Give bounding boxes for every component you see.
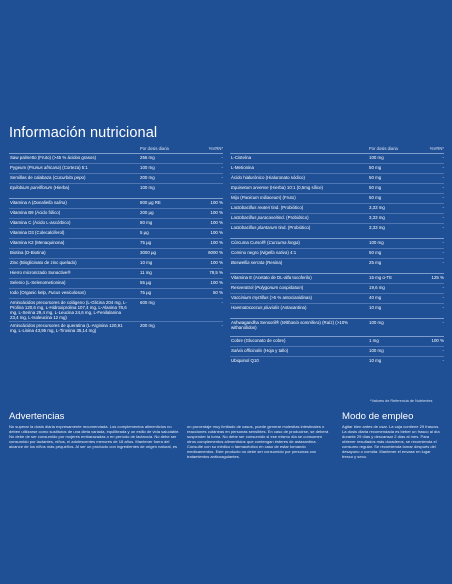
- ingredient-quantity: 10 mg: [140, 259, 153, 265]
- table-row: [230, 164, 444, 174]
- ingredient-name: Aminoácidos precursores de colágeno (L-Glicina 204 mg, L-Prolina 120,6 mg, L-Hidroxiprolina 107,4 mg, L-Alanina 78,6 mg, L-Serina 29,4 mg, L-Leucina 24,6 mg, L-Fenilalanina 23,4 mg, L-Isoleucina 12 mg): [10, 299, 127, 321]
- ingredient-vrn: -: [442, 224, 444, 230]
- ingredient-name: Comino negro (Nigella sativa) 4:1: [231, 249, 297, 255]
- ingredient-name: Ubiquinol Q10: [231, 357, 259, 363]
- ingredient-vrn: 100 %: [431, 337, 444, 343]
- ingredient-quantity: 100 mg: [369, 155, 384, 160]
- table-row: [230, 184, 444, 194]
- ingredient-quantity: 600 mg: [140, 299, 155, 305]
- ingredient-quantity: 50 mg: [369, 249, 382, 255]
- table-row: [230, 224, 444, 233]
- table-row: [230, 357, 444, 366]
- table-row: [9, 279, 223, 289]
- ingredient-quantity: 40 mg: [369, 294, 382, 300]
- ingredient-name: Lactobacillus plantarum tind. (Probiótico): [231, 224, 311, 230]
- ingredient-quantity: 200 mg: [140, 174, 155, 180]
- ingredient-name: Iodo (Organic kelp, Fucus vesiculosus): [10, 289, 86, 295]
- ingredient-name: Selenio (L-Selenometionina): [10, 279, 66, 285]
- ingredient-quantity: 3,33 mg: [369, 214, 385, 220]
- table-group: [9, 198, 223, 334]
- ingredient-quantity: 1 mg: [369, 337, 379, 343]
- ingredient-quantity: 50 mg: [369, 164, 382, 170]
- ingredient-vrn: 100 %: [210, 219, 223, 225]
- ingredient-vrn: -: [442, 259, 444, 265]
- table-row: [9, 229, 223, 239]
- table-header: [230, 145, 444, 153]
- warnings-title: Advertencias: [9, 411, 65, 422]
- table-row: [9, 199, 223, 209]
- table-row: [9, 174, 223, 184]
- ingredient-quantity: 200 µg: [140, 209, 154, 215]
- ingredient-vrn: -: [221, 323, 223, 329]
- table-group: [9, 153, 223, 193]
- ingredient-quantity: 100 mg: [369, 319, 384, 325]
- ingredient-quantity: 11 mg: [140, 269, 152, 275]
- table-row: [9, 164, 223, 174]
- ingredient-vrn: -: [221, 155, 223, 160]
- ingredient-name: Vitamina E (Acetato de DL-alfa tocoferilo): [231, 274, 312, 280]
- ingredient-vrn: -: [442, 347, 444, 353]
- table-row: [9, 209, 223, 219]
- ingredient-quantity: 200 mg: [140, 323, 155, 329]
- ingredient-name: Biotina (D-Biotina): [10, 249, 46, 255]
- ingredient-vrn: 78,5 %: [209, 269, 223, 275]
- vrn-footnote: *Valores de Referencia de Nutrientes: [370, 399, 433, 403]
- table-row: [230, 154, 444, 164]
- table-row: [230, 174, 444, 184]
- ingredient-name: Epilobium parviflorum (Hierba): [10, 184, 70, 190]
- ingredient-name: Vitamina C (Ácido L-ascórbico): [10, 219, 71, 225]
- table-row: [9, 219, 223, 229]
- ingredient-quantity: 50 mg: [369, 174, 382, 180]
- header-dose: Por dosis diaria: [369, 146, 398, 151]
- ingredient-name: Ashwagandha Sensoril® (Withania somnifera) (Raíz) (>10% withanólidos): [231, 319, 349, 330]
- usage-title: Modo de empleo: [342, 411, 414, 422]
- table-row: [9, 154, 223, 164]
- header-vrn: %VRN*: [429, 146, 444, 151]
- ingredient-quantity: 55 µg: [140, 279, 152, 285]
- ingredient-vrn: -: [442, 155, 444, 160]
- table-row: [230, 347, 444, 357]
- table-row: [230, 294, 444, 304]
- usage-text: Agitar bien antes de usar. La caja contiene 29 frascos. La dosis diaria recomendada es beber un frasco al día durante 29 días y descansar 2 días al mes. Para obtener resultados más duraderos, se recomienda el consumo regular. Se recomienda tomar después del desayuno o comida. Mantener el envase en lugar fresco y seco.: [342, 424, 440, 459]
- ingredient-quantity: 19,6 mg: [369, 284, 385, 290]
- ingredient-name: L-Metionina: [231, 164, 254, 170]
- ingredient-name: Mijo (Panicum miliaceum) (Fruto): [231, 194, 296, 200]
- table-row: [230, 274, 444, 284]
- table-row: [230, 319, 444, 331]
- table-row: [9, 299, 223, 322]
- ingredient-name: Vitamina B9 (Ácido fólico): [10, 209, 61, 215]
- ingredient-name: Salvia officinalis (Hoja y tallo): [231, 347, 289, 353]
- ingredient-name: Vitamina K2 (Menaquinona): [10, 239, 65, 245]
- ingredient-name: Semillas de calabaza (Cucurbita pepo): [10, 174, 86, 180]
- ingredient-quantity: 100 mg: [369, 239, 384, 245]
- table-row: [230, 214, 444, 224]
- ingredient-name: Cobre (Gluconato de cobre): [231, 337, 286, 343]
- table-row: [230, 204, 444, 214]
- ingredient-vrn: 100 %: [210, 229, 223, 235]
- ingredient-vrn: 125 %: [431, 274, 444, 280]
- table-row: [230, 259, 444, 268]
- warnings-text-1: No superar la dosis diaria expresamente recomendada. Los complementos alimenticios no deben utilizarse como sustitutos de una dieta variada, equilibrada y un estilo de vida saludable. No debe de ser consumido por mujeres embarazadas o en período de lactancia. No debe ser consumido por lactantes, niños, ni adolescentes menores de 18 años. Mantener fuera del alcance de los niños más pequeños. Al ser un producto con ingredientes de origen natural, es: [9, 424, 180, 449]
- ingredient-quantity: 50 mg: [369, 194, 382, 200]
- ingredient-vrn: -: [442, 304, 444, 310]
- ingredient-quantity: 10 mg: [369, 304, 382, 310]
- ingredient-name: Resveratrol (Polygonum cuspidatum): [231, 284, 304, 290]
- ingredient-name: Lactobacillus paracaseitind. (Probiótico): [231, 214, 309, 220]
- ingredient-quantity: 800 µg RE: [140, 199, 161, 205]
- ingredient-name: L-Cisteína: [231, 155, 252, 160]
- header-vrn: %VRN*: [208, 146, 223, 151]
- table-row: [230, 249, 444, 259]
- ingredient-quantity: 50 mg: [369, 184, 382, 190]
- nutrition-table-left: [9, 145, 223, 334]
- ingredient-vrn: 6000 %: [208, 249, 223, 255]
- ingredient-quantity: 3,33 mg: [369, 204, 385, 210]
- ingredient-name: Boswellia serrata (Resina): [231, 259, 283, 265]
- table-row: [9, 239, 223, 249]
- ingredient-quantity: 80 mg: [140, 219, 153, 225]
- ingredient-vrn: -: [442, 194, 444, 200]
- ingredient-name: Haematococcus pluvialis (Astaxantina): [231, 304, 307, 310]
- ingredient-name: Cúrcuma Cursol® (Curcuma longa): [231, 239, 300, 245]
- table-row: [9, 184, 223, 193]
- ingredient-name: Ácido hialurónico (Hialuronato sódico): [231, 174, 305, 180]
- table-row: [230, 337, 444, 347]
- ingredient-name: Hierro micronizado Sunactive®: [10, 269, 71, 275]
- table-row: [9, 269, 223, 279]
- table-row: [9, 322, 223, 334]
- ingredient-vrn: -: [442, 164, 444, 170]
- ingredient-quantity: 3000 µg: [140, 249, 156, 255]
- table-group: [230, 238, 444, 268]
- ingredient-name: Vaccinium myrtillus (>5 % antocianidinas): [231, 294, 312, 300]
- ingredient-vrn: 100 %: [210, 209, 223, 215]
- ingredient-quantity: 256 mg: [140, 155, 155, 160]
- ingredient-quantity: 75 µg: [140, 289, 152, 295]
- table-header: [9, 145, 223, 153]
- ingredient-quantity: 100 mg: [140, 164, 155, 170]
- ingredient-vrn: 100 %: [210, 239, 223, 245]
- ingredient-name: Saw palmetto (Fruto) (>45 % ácidos grasos): [10, 155, 97, 160]
- ingredient-vrn: -: [442, 239, 444, 245]
- table-row: [9, 289, 223, 299]
- ingredient-vrn: 100 %: [210, 259, 223, 265]
- ingredient-quantity: 15 mg α-TE: [369, 274, 393, 280]
- ingredient-quantity: 3,33 mg: [369, 224, 385, 230]
- ingredient-vrn: -: [442, 214, 444, 220]
- ingredient-vrn: -: [442, 204, 444, 210]
- table-row: [230, 284, 444, 294]
- nutrition-table-right: [230, 145, 444, 366]
- ingredient-vrn: 100 %: [210, 279, 223, 285]
- ingredient-vrn: -: [442, 184, 444, 190]
- ingredient-vrn: -: [442, 284, 444, 290]
- table-row: [9, 249, 223, 259]
- ingredient-name: Aminoácidos precursores de queratina (L-Arginina 120,91 mg, L-Lisina 43,95 mg, L-Tirosina 35,14 mg): [10, 323, 123, 334]
- ingredient-name: Vitamina D3 (Colecalciferol): [10, 229, 65, 235]
- ingredient-quantity: 10 mg: [369, 357, 382, 363]
- ingredient-vrn: -: [442, 319, 444, 325]
- ingredient-name: Equisetum arvense (Hierba) 10:1 (0,5mg sílice): [231, 184, 324, 190]
- warnings-text-2: un porcentaje muy limitado de casos, puede generar molestias intestinales o reacciones cutáneas en personas sensibles. En caso de producirse, se deberá suspender la toma. No debe ser consumido si ese mismo día se consumen otros complementos alimenticios que contengan ésteres de astaxantina. Consulte con su médico o farmacéutico en caso de estar tomando medicamentos. Este producto no debe ser consumido por personas con tratamientos anticoagulantes.: [187, 424, 329, 459]
- ingredient-vrn: -: [221, 164, 223, 170]
- table-row: [9, 259, 223, 269]
- ingredient-vrn: -: [442, 174, 444, 180]
- ingredient-quantity: 100 mg: [140, 184, 155, 190]
- header-dose: Por dosis diaria: [140, 146, 169, 151]
- ingredient-name: Pygeum (Prunus africana) (Corteza) 5:1: [10, 164, 88, 170]
- ingredient-vrn: -: [221, 299, 223, 305]
- ingredient-vrn: -: [442, 294, 444, 300]
- ingredient-name: Vitamina A (Dunaliella salina): [10, 199, 67, 205]
- ingredient-quantity: 100 mg: [369, 347, 384, 353]
- ingredient-name: Lactobacillus reuteri tind. (Probiótico): [231, 204, 304, 210]
- table-row: [230, 194, 444, 204]
- ingredient-quantity: 5 µg: [140, 229, 149, 235]
- ingredient-vrn: -: [442, 357, 444, 363]
- ingredient-name: Zinc (Bisglicinato de zinc quelado): [10, 259, 77, 265]
- ingredient-vrn: -: [442, 249, 444, 255]
- table-group: [230, 318, 444, 331]
- table-group: [230, 273, 444, 313]
- ingredient-vrn: 50 %: [212, 289, 223, 295]
- table-group: [230, 153, 444, 233]
- ingredient-quantity: 25 mg: [369, 259, 382, 265]
- table-group: [230, 336, 444, 366]
- ingredient-quantity: 75 µg: [140, 239, 152, 245]
- table-row: [230, 239, 444, 249]
- table-row: [230, 304, 444, 313]
- ingredient-vrn: -: [221, 174, 223, 180]
- ingredient-vrn: 100 %: [210, 199, 223, 205]
- page-title: Información nutricional: [9, 125, 158, 141]
